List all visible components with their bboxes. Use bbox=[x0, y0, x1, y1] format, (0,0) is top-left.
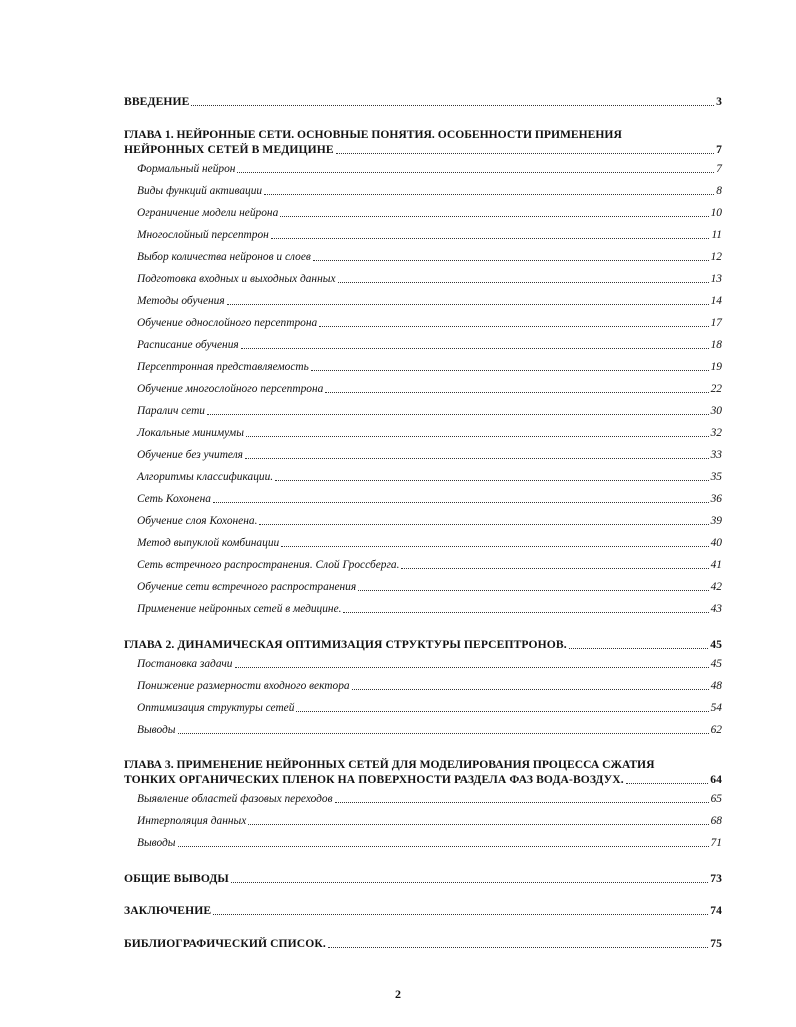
toc-page-number: 33 bbox=[710, 449, 722, 461]
toc-page-number: 3 bbox=[716, 95, 722, 108]
toc-section-entry bbox=[124, 810, 722, 832]
dot-leader bbox=[259, 524, 708, 525]
toc-section-title: Выводы bbox=[137, 724, 176, 736]
toc-page-number: 19 bbox=[710, 361, 722, 373]
toc-section-title: Алгоритмы классификации. bbox=[137, 471, 274, 483]
toc-page-number: 71 bbox=[710, 837, 722, 849]
toc-page-number: 22 bbox=[710, 383, 722, 395]
toc-section-entry bbox=[124, 356, 722, 378]
toc-chapter-title-row bbox=[124, 772, 722, 788]
toc-section-title: Оптимизация структуры сетей bbox=[137, 702, 295, 714]
toc-section-title: Паралич сети bbox=[137, 405, 205, 417]
dot-leader bbox=[178, 733, 709, 734]
dot-leader bbox=[338, 282, 709, 283]
toc-section-title: Обучение слоя Кохонена. bbox=[137, 515, 258, 527]
toc-section-title: Интерполяция данных bbox=[137, 815, 247, 827]
toc-section-title: Подготовка входных и выходных данных bbox=[137, 273, 336, 285]
toc-page-number: 10 bbox=[710, 207, 722, 219]
dot-leader bbox=[280, 216, 708, 217]
toc-chapter-title: ГЛАВА 2. ДИНАМИЧЕСКАЯ ОПТИМИЗАЦИЯ СТРУКТУРЫ ПЕРСЕПТРОНОВ. bbox=[124, 638, 567, 651]
dot-leader bbox=[319, 326, 708, 327]
toc-section-entry bbox=[124, 444, 722, 466]
toc-section-title: Виды функций активации bbox=[137, 185, 263, 197]
toc-section-title: Сеть Кохонена bbox=[137, 493, 211, 505]
toc-section-title: Ограничение модели нейрона bbox=[137, 207, 279, 219]
toc-section-entry bbox=[124, 788, 722, 810]
toc-page-number: 32 bbox=[710, 427, 722, 439]
toc-section-title: Локальные минимумы bbox=[137, 427, 244, 439]
dot-leader bbox=[237, 172, 714, 173]
toc-page-number: 36 bbox=[710, 493, 722, 505]
toc-section-entry bbox=[124, 653, 722, 675]
dot-leader bbox=[325, 392, 708, 393]
toc-page-number: 54 bbox=[710, 702, 722, 714]
toc-page-number: 17 bbox=[710, 317, 722, 329]
toc-chapter-entry bbox=[124, 94, 722, 110]
toc-section-title: Обучение многослойного персептрона bbox=[137, 383, 324, 395]
toc-page-number: 40 bbox=[710, 537, 722, 549]
dot-leader bbox=[358, 590, 708, 591]
dot-leader bbox=[213, 502, 709, 503]
dot-leader bbox=[296, 711, 708, 712]
toc-page-number: 68 bbox=[710, 815, 722, 827]
dot-leader bbox=[178, 846, 709, 847]
toc-section-title: Понижение размерности входного вектора bbox=[137, 680, 350, 692]
dot-leader bbox=[343, 612, 708, 613]
toc-section-entry bbox=[124, 719, 722, 741]
toc-page-number: 45 bbox=[710, 638, 722, 651]
toc-section-title: Сеть встречного распространения. Слой Гроссберга. bbox=[137, 559, 400, 571]
dot-leader bbox=[264, 194, 714, 195]
dot-leader bbox=[335, 802, 709, 803]
toc-page-number: 64 bbox=[710, 773, 722, 786]
toc-page-number: 62 bbox=[710, 724, 722, 736]
toc-page-number: 12 bbox=[710, 251, 722, 263]
toc-page-number: 14 bbox=[710, 295, 722, 307]
toc-chapter-title-line: НЕЙРОННЫХ СЕТЕЙ В МЕДИЦИНЕ bbox=[124, 143, 334, 156]
toc-section-title: Расписание обучения bbox=[137, 339, 239, 351]
toc-chapter-title-line: ГЛАВА 3. ПРИМЕНЕНИЕ НЕЙРОННЫХ СЕТЕЙ ДЛЯ МОДЕЛИРОВАНИЯ ПРОЦЕССА СЖАТИЯ bbox=[124, 758, 655, 771]
toc-section-entry bbox=[124, 532, 722, 554]
toc-section-entry bbox=[124, 675, 722, 697]
toc-page-number: 7 bbox=[716, 163, 722, 175]
dot-leader bbox=[626, 783, 708, 784]
toc-page-number: 11 bbox=[711, 229, 722, 241]
toc-page-number: 8 bbox=[716, 185, 722, 197]
dot-leader bbox=[352, 689, 709, 690]
toc-page-number: 65 bbox=[710, 793, 722, 805]
toc-section-entry bbox=[124, 466, 722, 488]
toc-section-title: Обучение без учителя bbox=[137, 449, 243, 461]
toc-section-title: Выявление областей фазовых переходов bbox=[137, 793, 333, 805]
toc-page-number: 18 bbox=[710, 339, 722, 351]
toc-section-title: Многослойный персептрон bbox=[137, 229, 269, 241]
page-number: 2 bbox=[395, 987, 401, 1001]
toc-page-number: 30 bbox=[710, 405, 722, 417]
dot-leader bbox=[311, 370, 709, 371]
toc-section-entry bbox=[124, 224, 722, 246]
toc-section-entry bbox=[124, 832, 722, 854]
toc-page-number: 45 bbox=[710, 658, 722, 670]
toc-section-entry bbox=[124, 158, 722, 180]
dot-leader bbox=[336, 153, 714, 154]
dot-leader bbox=[207, 414, 709, 415]
toc-section-entry bbox=[124, 246, 722, 268]
toc-chapter-title-row bbox=[124, 142, 722, 158]
toc-chapter-title: ЗАКЛЮЧЕНИЕ bbox=[124, 904, 212, 917]
toc-section-entry bbox=[124, 697, 722, 719]
toc-page-number: 42 bbox=[710, 581, 722, 593]
toc-chapter-title: ОБЩИЕ ВЫВОДЫ bbox=[124, 872, 229, 885]
toc-page-number: 41 bbox=[710, 559, 722, 571]
toc-chapter-title-line: ТОНКИХ ОРГАНИЧЕСКИХ ПЛЕНОК НА ПОВЕРХНОСТИ РАЗДЕЛА ФАЗ ВОДА-ВОЗДУХ. bbox=[124, 773, 624, 786]
toc-section-title: Метод выпуклой комбинации bbox=[137, 537, 280, 549]
toc-section-title: Формальный нейрон bbox=[137, 163, 236, 175]
toc-page-number: 13 bbox=[710, 273, 722, 285]
toc-section-entry bbox=[124, 598, 722, 620]
toc-chapter-entry bbox=[124, 871, 722, 887]
toc-section-title: Обучение сети встречного распространения bbox=[137, 581, 357, 593]
dot-leader bbox=[245, 458, 709, 459]
toc-section-entry bbox=[124, 290, 722, 312]
dot-leader bbox=[231, 882, 708, 883]
dot-leader bbox=[227, 304, 709, 305]
toc-section-entry bbox=[124, 268, 722, 290]
toc-section-entry bbox=[124, 576, 722, 598]
toc-section-title: Методы обучения bbox=[137, 295, 225, 307]
toc-section-entry bbox=[124, 334, 722, 356]
toc-section-entry bbox=[124, 312, 722, 334]
toc-page-number: 35 bbox=[710, 471, 722, 483]
dot-leader bbox=[275, 480, 708, 481]
dot-leader bbox=[313, 260, 709, 261]
toc-page-number: 48 bbox=[710, 680, 722, 692]
toc-section-entry bbox=[124, 180, 722, 202]
toc-chapter-entry bbox=[124, 637, 722, 653]
dot-leader bbox=[213, 914, 708, 915]
toc-page-number: 39 bbox=[710, 515, 722, 527]
toc-chapter-title: БИБЛИОГРАФИЧЕСКИЙ СПИСОК. bbox=[124, 937, 326, 950]
toc-section-title: Применение нейронных сетей в медицине. bbox=[137, 603, 342, 615]
dot-leader bbox=[271, 238, 710, 239]
toc-chapter-entry bbox=[124, 127, 722, 158]
dot-leader bbox=[328, 947, 708, 948]
toc-page-number: 74 bbox=[710, 904, 722, 917]
toc-section-entry bbox=[124, 422, 722, 444]
toc-chapter-entry bbox=[124, 903, 722, 919]
toc-section-title: Постановка задачи bbox=[137, 658, 233, 670]
dot-leader bbox=[246, 436, 709, 437]
table-of-contents bbox=[124, 94, 722, 952]
toc-section-title: Выводы bbox=[137, 837, 176, 849]
toc-chapter-title: ВВЕДЕНИЕ bbox=[124, 95, 190, 108]
toc-section-entry bbox=[124, 554, 722, 576]
toc-section-title: Обучение однослойного персептрона bbox=[137, 317, 318, 329]
dot-leader bbox=[569, 648, 708, 649]
dot-leader bbox=[401, 568, 708, 569]
toc-chapter-title-line: ГЛАВА 1. НЕЙРОННЫЕ СЕТИ. ОСНОВНЫЕ ПОНЯТИЯ. ОСОБЕННОСТИ ПРИМЕНЕНИЯ bbox=[124, 128, 622, 141]
toc-section-entry bbox=[124, 488, 722, 510]
dot-leader bbox=[248, 824, 708, 825]
toc-section-title: Персептронная представляемость bbox=[137, 361, 309, 373]
dot-leader bbox=[241, 348, 709, 349]
dot-leader bbox=[191, 105, 714, 106]
toc-section-entry bbox=[124, 400, 722, 422]
toc-page-number: 43 bbox=[710, 603, 722, 615]
toc-section-entry bbox=[124, 378, 722, 400]
toc-section-entry bbox=[124, 510, 722, 532]
toc-page-number: 75 bbox=[710, 937, 722, 950]
toc-chapter-entry bbox=[124, 936, 722, 952]
toc-section-entry bbox=[124, 202, 722, 224]
toc-chapter-entry bbox=[124, 757, 722, 788]
dot-leader bbox=[281, 546, 708, 547]
toc-page-number: 73 bbox=[710, 872, 722, 885]
dot-leader bbox=[235, 667, 709, 668]
toc-page-number: 7 bbox=[716, 143, 722, 156]
toc-section-title: Выбор количества нейронов и слоев bbox=[137, 251, 311, 263]
